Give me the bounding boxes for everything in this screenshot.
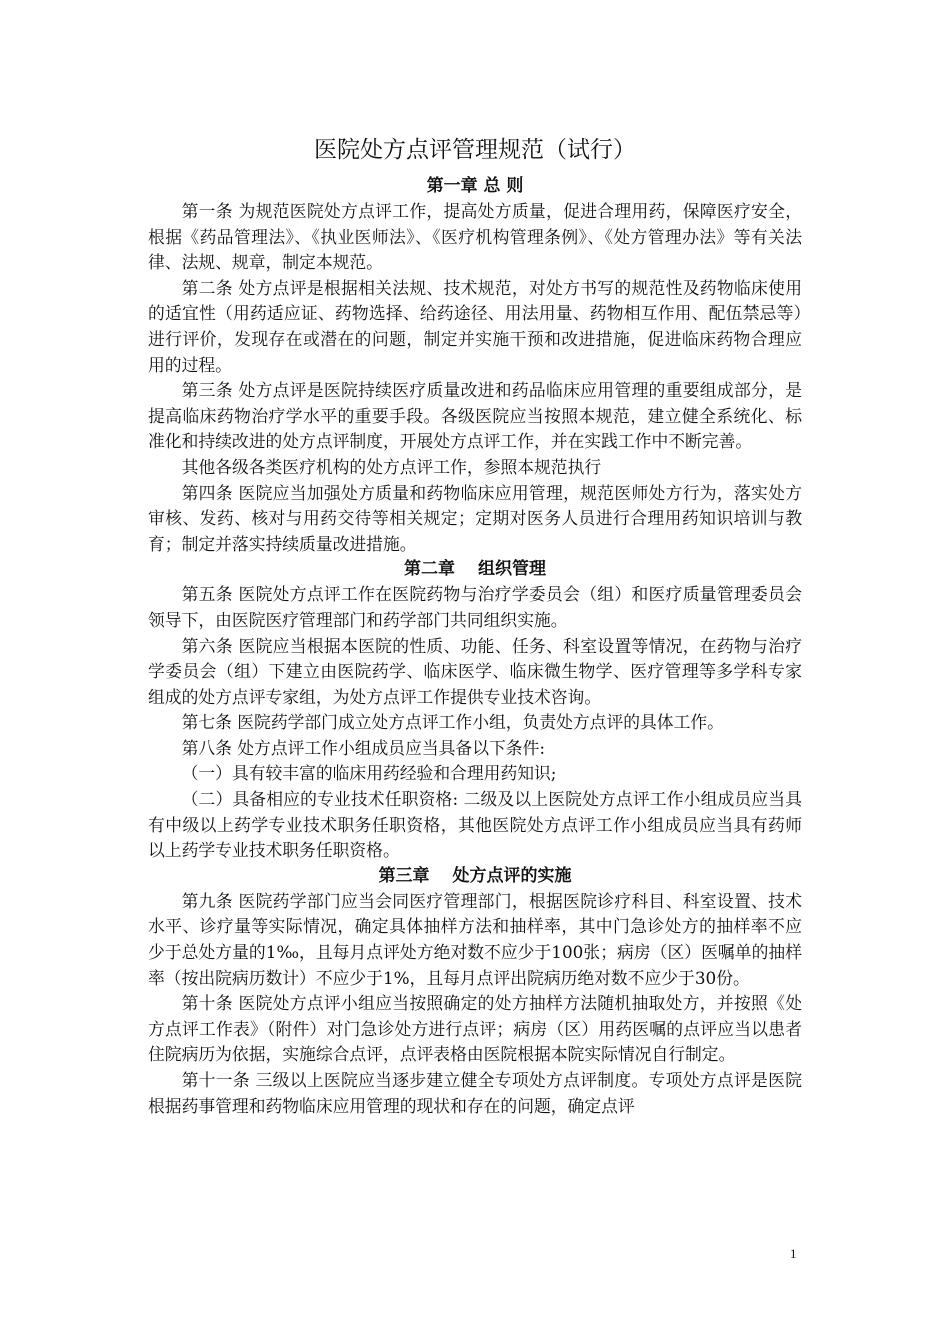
- list-item: （一）具有较丰富的临床用药经验和合理用药知识;: [181, 763, 557, 784]
- article-paragraph: 第九条 医院药学部门应当会同医疗管理部门，根据医院诊疗科目、科室设置、技术水平、诊疗量等实际情况，确定具体抽样方法和抽样率，其中门急诊处方的抽样率不应少于总处方量的1‰，且每月点评处方绝对数不应少于100张；病房（区）医嘱单的抽样率（按出院病历数计）不应少于1%，且每月点评出院病历绝对数不应少于30份。: [148, 890, 802, 988]
- article-paragraph: 第七条 医院药学部门成立处方点评工作小组，负责处方点评的具体工作。: [181, 712, 724, 733]
- article-paragraph: 第十条 医院处方点评小组应当按照确定的处方抽样方法随机抽取处方，并按照《处方点评工作表》（附件）对门急诊处方进行点评；病房（区）用药医嘱的点评应当以患者住院病历为依据，实施综合点评，点评表格由医院根据本院实际情况自行制定。: [148, 993, 802, 1065]
- article-paragraph: 第五条 医院处方点评工作在医院药物与治疗学委员会（组）和医疗质量管理委员会领导下，由医院医疗管理部门和药学部门共同组织实施。: [148, 584, 802, 630]
- article-paragraph: 第八条 处方点评工作小组成员应当具备以下条件:: [181, 737, 545, 758]
- chapter-heading: 第三章 处方点评的实施: [378, 865, 572, 886]
- chapter-3: [148, 864, 802, 1119]
- document-body: [148, 130, 802, 1119]
- article-paragraph: 第一条 为规范医院处方点评工作，提高处方质量，促进合理用药，保障医疗安全，根据《药品管理法》、《执业医师法》、《医疗机构管理条例》、《处方管理办法》等有关法律、法规、规章，制定本规范。: [148, 201, 802, 273]
- article-paragraph: 第四条 医院应当加强处方质量和药物临床应用管理，规范医师处方行为，落实处方审核、发药、核对与用药交待等相关规定；定期对医务人员进行合理用药知识培训与教育；制定并落实持续质量改进措施。: [148, 482, 802, 554]
- document-title: 医院处方点评管理规范（试行）: [314, 137, 636, 163]
- chapter-2: [148, 557, 802, 864]
- chapter-1: [148, 174, 802, 557]
- list-item: （二）具备相应的专业技术任职资格: 二级及以上医院处方点评工作小组成员应当具有中级以上药学专业技术职务任职资格，其他医院处方点评工作小组成员应当具有药师以上药学专业技术职务任职资格。: [148, 789, 802, 861]
- article-paragraph: 其他各级各类医疗机构的处方点评工作，参照本规范执行: [181, 456, 602, 477]
- article-paragraph: 第三条 处方点评是医院持续医疗质量改进和药品临床应用管理的重要组成部分，是提高临床药物治疗学水平的重要手段。各级医院应当按照本规范，建立健全系统化、标准化和持续改进的处方点评制度，开展处方点评工作，并在实践工作中不断完善。: [148, 380, 802, 452]
- article-paragraph: 第二条 处方点评是根据相关法规、技术规范，对处方书写的规范性及药物临床使用的适宜性（用药适应证、药物选择、给药途径、用法用量、药物相互作用、配伍禁忌等）进行评价，发现存在或潜在的问题，制定并实施干预和改进措施，促进临床药物合理应用的过程。: [148, 277, 802, 375]
- article-paragraph: 第十一条 三级以上医院应当逐步建立健全专项处方点评制度。专项处方点评是医院根据药事管理和药物临床应用管理的现状和存在的问题，确定点评: [148, 1070, 802, 1116]
- page-number: 1: [790, 1246, 797, 1261]
- chapter-heading: 第一章 总 则: [426, 176, 524, 196]
- article-paragraph: 第六条 医院应当根据本医院的性质、功能、任务、科室设置等情况，在药物与治疗学委员会（组）下建立由医院药学、临床医学、临床微生物学、医疗管理等多学科专家组成的处方点评专家组，为处方点评工作提供专业技术咨询。: [148, 635, 802, 707]
- chapter-heading: 第二章 组织管理: [404, 559, 546, 580]
